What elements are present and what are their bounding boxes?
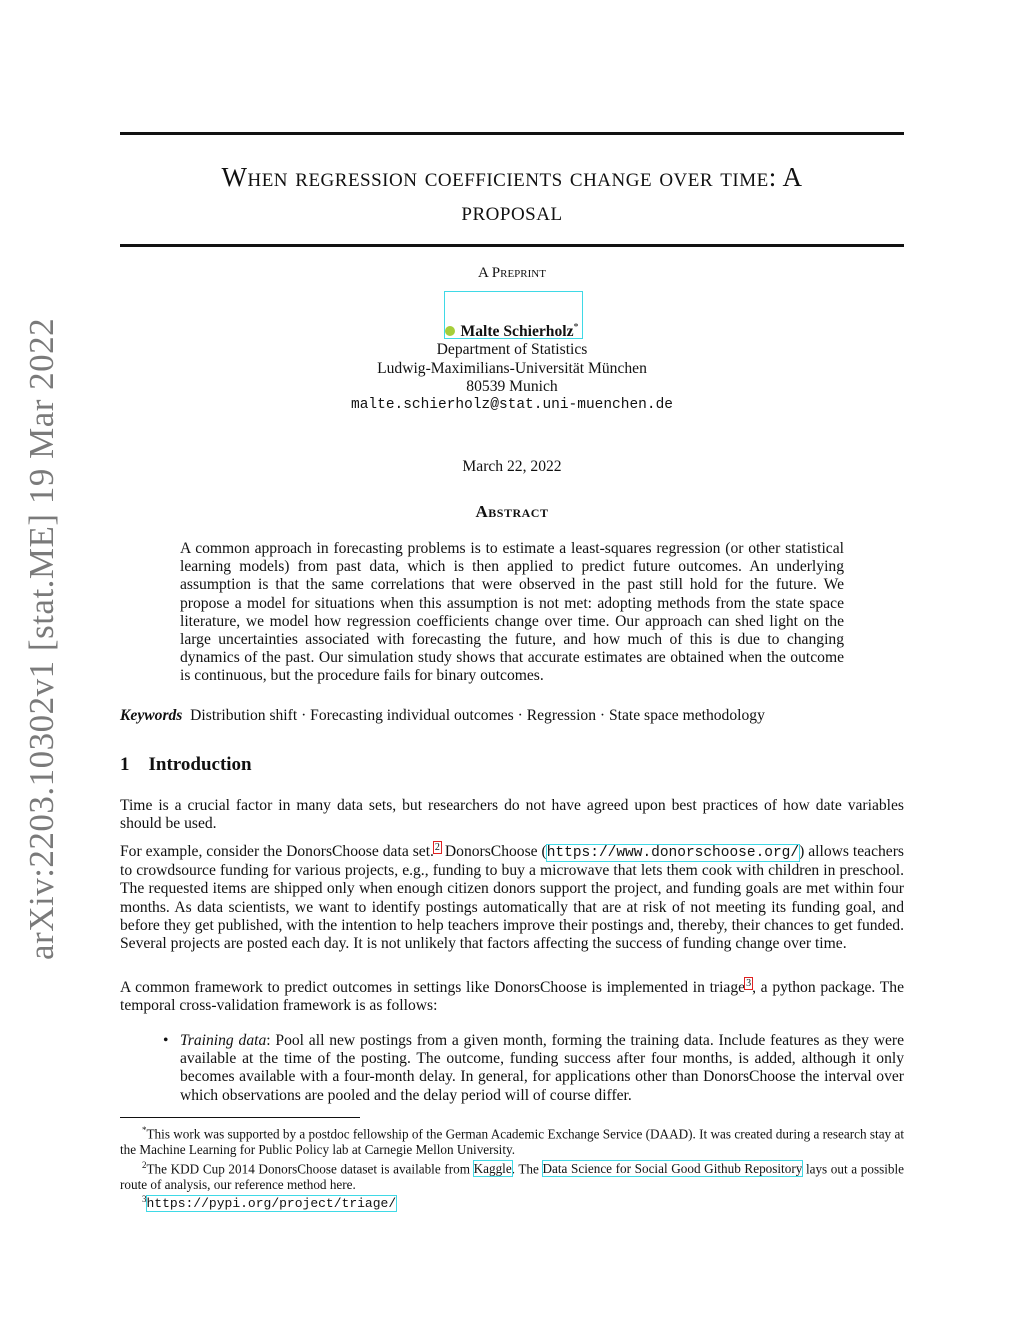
arxiv-stamp: arXiv:2203.10302v1 [stat.ME] 19 Mar 2022 [22,317,61,960]
footnote-3 [120,1191,904,1212]
para2-text-mid: DonorsChoose ( [440,843,547,860]
keywords [120,707,904,725]
title-bottom-rule [120,244,904,247]
dssg-github-link[interactable]: Data Science for Social Good Github Repository [542,1161,803,1177]
keywords-text: Distribution shift · Forecasting individual outcomes · Regression · State space methodology [190,707,765,724]
author-department: Department of Statistics [436,341,588,359]
section-heading [120,754,252,776]
footnote-ref-2[interactable]: 2 [434,841,440,853]
footnote-3-marker: 3 [142,1194,147,1204]
paper-date: March 22, 2022 [462,458,562,475]
title-line-2: proposal [461,196,563,226]
kaggle-link[interactable]: Kaggle [473,1161,512,1177]
intro-paragraph-1: Time is a crucial factor in many data sets, but researchers do not have agreed upon best practices of how date variables should be used. [120,797,904,833]
footnote-1-text: This work was supported by a postdoc fellowship of the German Academic Exchange Service (DAAD). It was created during a research stay at the Machine Learning for Public Policy lab at Carnegie Mellon University. [120,1126,904,1158]
keywords-label: Keywords [120,707,183,724]
para3-text-end: , a python package. The temporal cross-validation framework is as follows: [120,979,904,1015]
bullet-term: Training data [180,1032,267,1049]
title-top-rule [120,132,904,135]
para3-text-start: A common framework to predict outcomes in settings like DonorsChoose is implemented in triage [120,979,746,996]
footnote-2-text-start: The KDD Cup 2014 DonorsChoose dataset is available from [146,1161,474,1177]
footnote-2-marker: 2 [142,1160,147,1170]
paper-title [120,160,904,228]
author-city: 80539 Munich [466,377,558,395]
para2-text-end: ) allows teachers to crowdsource funding for various projects, e.g., funding to buy a microwave that lets them cook with children in preschool. The requested items are shipped only when enough citizen donors support the project, and funding goals are met within four months. As data scientists, we want to identify postings automatically that are at risk of not meeting its funding goal, and before they get published, with the intention to help teachers improve their postings and, thereby, their chances to get funded. Several projects are posted each day. It is not unlikely that factors affecting the success of funding change over time. [120,843,904,953]
footnote-ref-3[interactable]: 3 [746,977,752,989]
section-number: 1 [120,754,130,775]
author-email[interactable]: malte.schierholz@stat.uni-muenchen.de [351,397,673,413]
para2-text-start: For example, consider the DonorsChoose data set. [120,843,434,860]
author-line [120,319,904,341]
footnote-2-text-mid: . The [511,1161,543,1177]
training-data-bullet [180,1032,904,1105]
bullet-text: : Pool all new postings from a given month, forming the training data. Include features as they were available at the time of the posting. The outcome, funding success after four months, is added, although it only becomes available with a four-month delay. In general, for applications other than DonorsChoose the interval over which observations are pooled and the delay period will of course differ. [180,1032,904,1104]
footnote-2-text-end: lays out a possible route of analysis, our reference method here. [120,1161,904,1193]
donorschoose-url-link[interactable]: https://www.donorschoose.org/ [546,845,800,861]
preprint-label: A Preprint [478,265,546,281]
bullet-marker: • [163,1032,169,1049]
intro-paragraph-2 [120,843,904,953]
author-block [120,319,904,414]
orcid-icon[interactable] [445,326,455,336]
triage-url-link[interactable]: https://pypi.org/project/triage/ [146,1196,397,1212]
author-university: Ludwig-Maximilians-Universität München [377,359,647,377]
footnote-rule [120,1117,360,1118]
intro-paragraph-3 [120,979,904,1015]
section-title: Introduction [148,754,252,775]
footnote-1 [120,1122,904,1158]
abstract-heading: Abstract [475,502,549,521]
author-footnote-marker[interactable]: * [573,322,579,333]
abstract-text: A common approach in forecasting problems is to estimate a least-squares regression (or other statistical learning models) from past data, which is then applied to predict future outcomes. An underlying assumption is that the same correlations that were observed in the past still hold for the future. We propose a model for situations when this assumption is not met: adopting methods from the state space literature, we model how regression coefficients change over time. Our approach can shed light on the large uncertainties associated with forecasting the future, and how much of this is due to changing dynamics of the past. Our simulation study shows that accurate estimates are obtained when the outcome is continuous, but the procedure fails for binary outcomes. [180,540,844,685]
footnote-2 [120,1157,904,1193]
author-name[interactable]: Malte Schierholz [460,323,574,341]
title-line-1: When regression coefficients change over time: A [221,162,803,192]
footnote-1-marker: * [142,1125,147,1135]
